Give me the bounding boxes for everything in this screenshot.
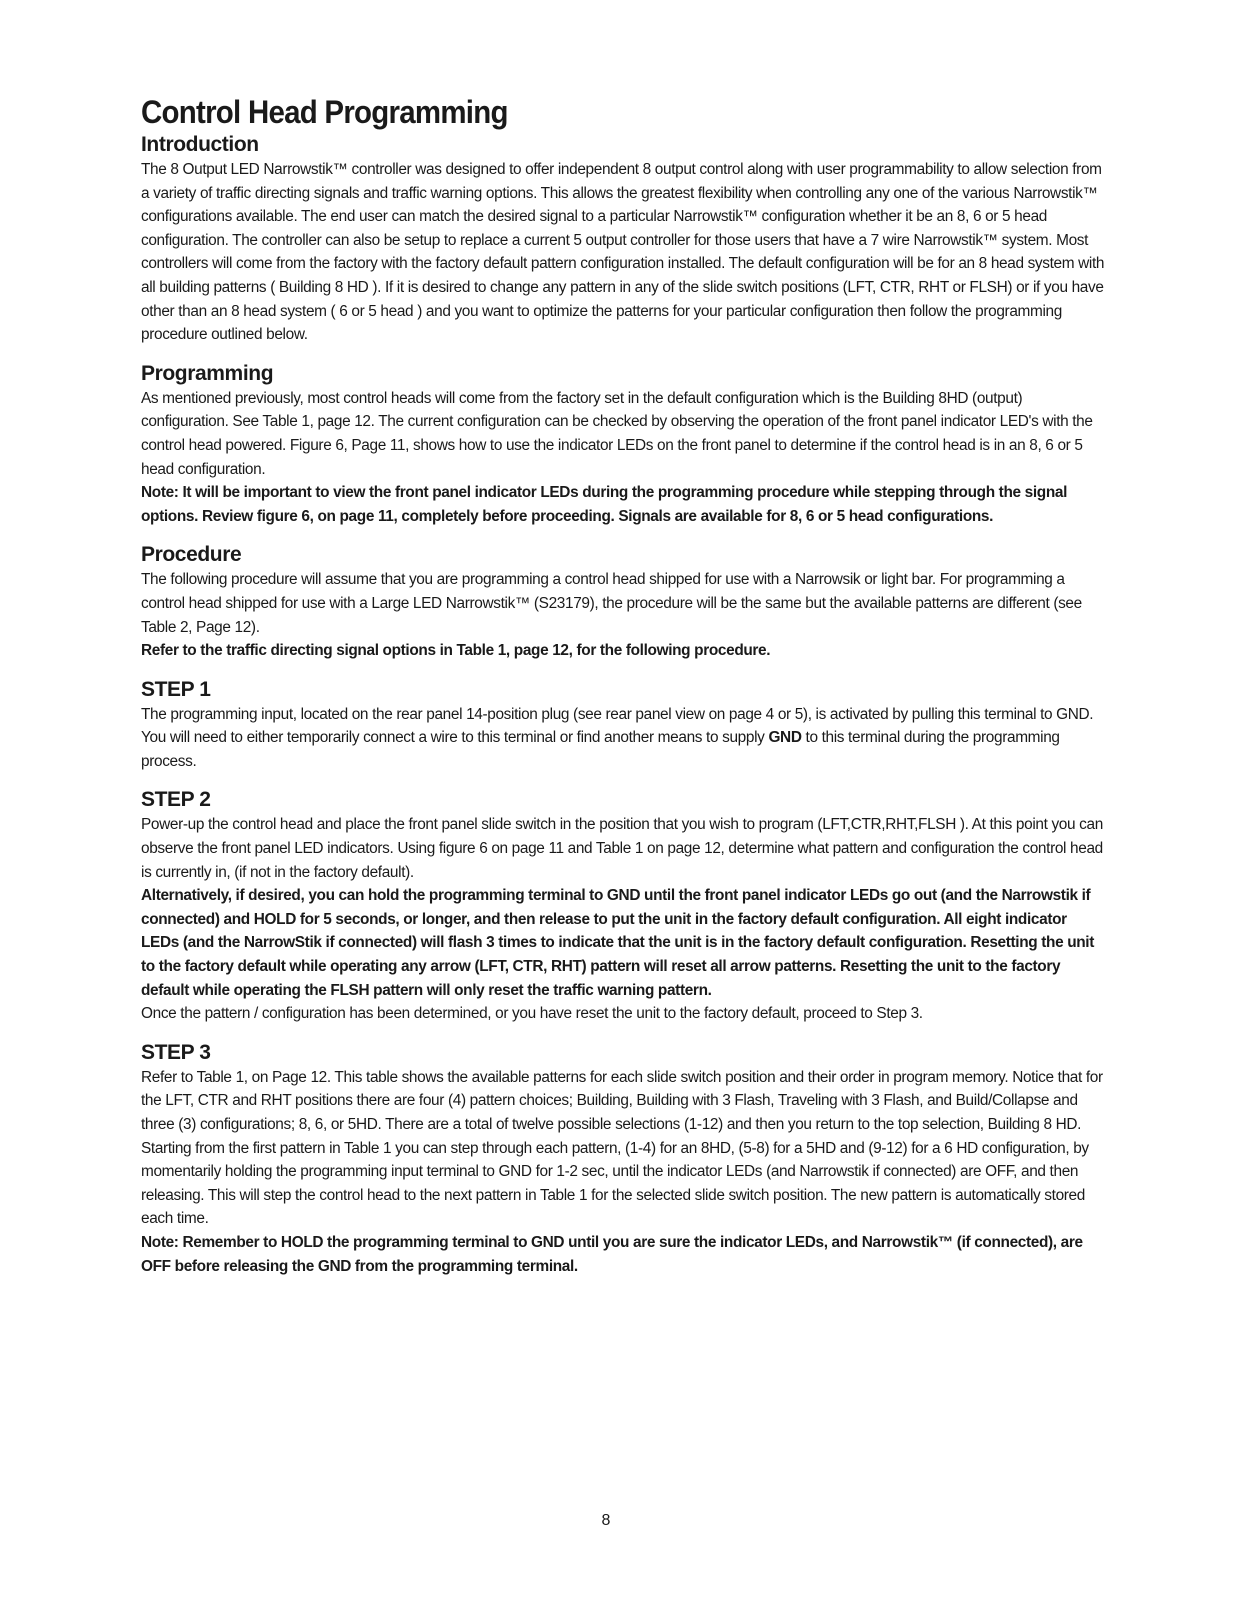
step3-body: Refer to Table 1, on Page 12. This table shows the available patterns for each slide switch position and their order in program memory. Notice that for the LFT, CTR and RHT positions there are four (4) pattern choices; Building, Building with 3 Flash, Traveling with 3 Flash, and Build/Collapse and three (3) configurations; 8, 6, or 5HD. There are a total of twelve possible selections (1-12) and then you return to the top selection, Building 8 HD. Starting from the first pattern in Table 1 you can step through each pattern, (1-4) for an 8HD, (5-8) for a 5HD and (9-12) for a 6 HD configuration, by momentarily holding the programming input terminal to GND for 1-2 sec, until the indicator LEDs (and Narrowstik if connected) are OFF, and then releasing. This will step the control head to the next pattern in Table 1 for the selected slide switch position. The new pattern is automatically stored each time.: [141, 1068, 1103, 1228]
step2-heading: STEP 2: [141, 788, 211, 812]
step3-heading: STEP 3: [141, 1040, 211, 1064]
procedure-section: [141, 542, 1107, 662]
document-page: [141, 92, 1107, 1278]
step2-body: Power-up the control head and place the front panel slide switch in the position that you wish to program (LFT,CTR,RHT,FLSH ). At this point you can observe the front panel LED indicators. Using figure 6 on page 11 and Table 1 on page 12, determine what pattern and configuration the control head is currently in, (if not in the factory default).: [141, 816, 1103, 881]
step2-note: Alternatively, if desired, you can hold the programming terminal to GND until the front panel indicator LEDs go out (and the Narrowstik if connected) and HOLD for 5 seconds, or longer, and then release to put the unit in the factory default configuration. All eight indicator LEDs (and the NarrowStik if connected) will flash 3 times to indicate that the unit is in the factory default configuration. Resetting the unit to the factory default while operating any arrow (LFT, CTR, RHT) pattern will reset all arrow patterns. Resetting the unit to the factory default while operating the FLSH pattern will only reset the traffic warning pattern.: [141, 887, 1095, 999]
programming-note: Note: It will be important to view the front panel indicator LEDs during the programming procedure while stepping through the signal options. Review figure 6, on page 11, completely before proceeding. Signals are available for 8, 6 or 5 head configurations.: [141, 484, 1068, 525]
page-title: Control Head Programming: [141, 94, 508, 130]
step3-note: Note: Remember to HOLD the programming terminal to GND until you are sure the indicator LEDs, and Narrowstik™ (if connected), are OFF before releasing the GND from the programming terminal.: [141, 1233, 1083, 1275]
step1-body-bold: GND: [768, 729, 802, 747]
step1-body-after: to this terminal during the programming process.: [141, 729, 1060, 770]
programming-body: As mentioned previously, most control heads will come from the factory set in the default configuration which is the Building 8HD (output) configuration. See Table 1, page 12. The current configuration can be checked by observing the operation of the front panel indicator LED's with the control head powered. Figure 6, Page 11, shows how to use the indicator LEDs on the front panel to determine if the control head is in an 8, 6 or 5 head configuration.: [141, 389, 1093, 478]
step1-body: [141, 703, 1107, 774]
step3-section: [141, 1040, 1107, 1278]
step1-heading: STEP 1: [141, 677, 211, 701]
step2-section: [141, 787, 1107, 1025]
procedure-heading: Procedure: [141, 543, 242, 567]
step1-body-before: The programming input, located on the rear panel 14-position plug (see rear panel view on page 4 or 5), is activated by pulling this terminal to GND. You will need to either temporarily connect a wire to this terminal or find another means to supply: [141, 705, 1094, 747]
programming-heading: Programming: [141, 361, 274, 385]
step2-closing: Once the pattern / configuration has been determined, or you have reset the unit to the factory default, proceed to Step 3.: [141, 1005, 923, 1023]
programming-section: [141, 361, 1107, 529]
procedure-body: The following procedure will assume that you are programming a control head shipped for use with a Narrowsik or light bar. For programming a control head shipped for use with a Large LED Narrowstik™ (S23179), the procedure will be the same but the available patterns are different (see Table 2, Page 12).: [141, 571, 1082, 636]
step1-section: [141, 677, 1107, 774]
page-number: 8: [601, 1512, 611, 1529]
introduction-body: The 8 Output LED Narrowstik™ controller was designed to offer independent 8 output control along with user programmability to allow selection from a variety of traffic directing signals and traffic warning options. This allows the greatest flexibility when controlling any one of the various Narrowstik™ configurations available. The end user can match the desired signal to a particular Narrowstik™ configuration whether it be an 8, 6 or 5 head configuration. The controller can also be setup to replace a current 5 output controller for those users that have a 7 wire Narrowstik™ system. Most controllers will come from the factory with the factory default pattern configuration installed. The default configuration will be for an 8 head system with all building patterns ( Building 8 HD ). If it is desired to change any pattern in any of the slide switch positions (LFT, CTR, RHT or FLSH) or if you have other than an 8 head system ( 6 or 5 head ) and you want to optimize the patterns for your particular configuration then follow the programming procedure outlined below.: [141, 161, 1105, 344]
introduction-section: [141, 132, 1107, 347]
introduction-heading: Introduction: [141, 133, 259, 156]
procedure-note: Refer to the traffic directing signal options in Table 1, page 12, for the following procedure.: [141, 642, 771, 660]
